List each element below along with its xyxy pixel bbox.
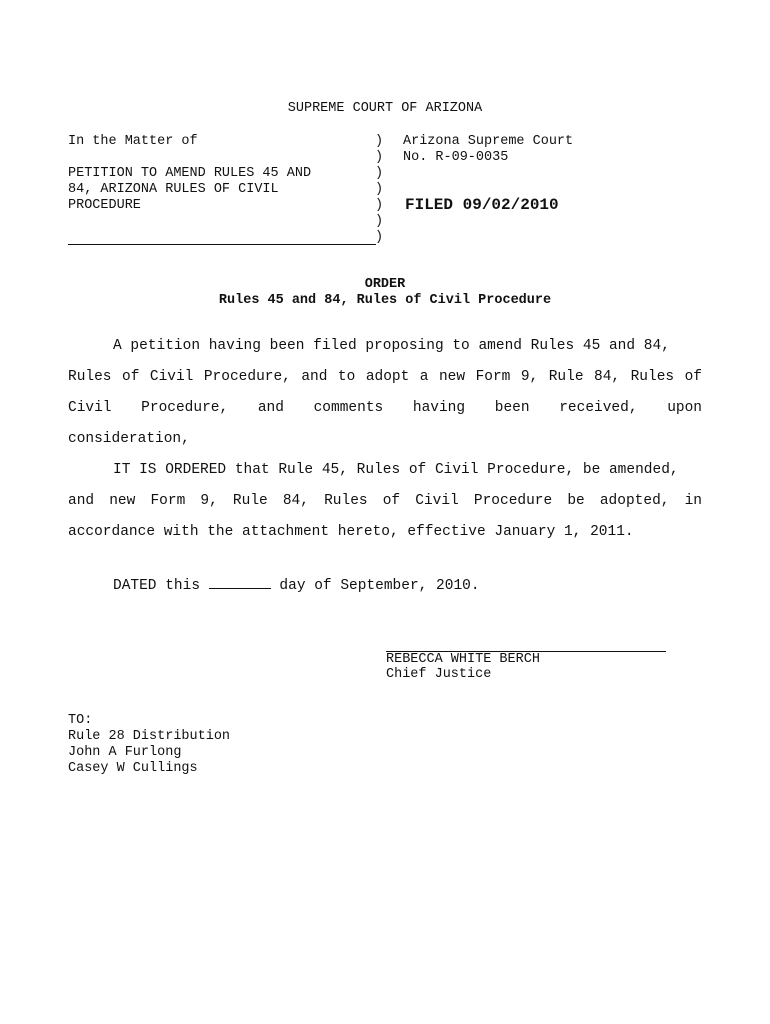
signature-title: Chief Justice xyxy=(386,667,492,682)
order-paragraph-1 xyxy=(68,331,702,455)
paragraph-line: Rules of Civil Procedure, and to adopt a new Form 9, Rule 84, Rules of xyxy=(68,369,702,385)
caption-court-name: Arizona Supreme Court xyxy=(403,134,574,149)
court-title: SUPREME COURT OF ARIZONA xyxy=(287,101,483,116)
paragraph-line: A petition having been filed proposing to amend Rules 45 and 84, xyxy=(113,338,670,354)
distribution-label: TO: xyxy=(68,713,93,728)
caption-matter: In the Matter of xyxy=(68,134,198,149)
dated-line xyxy=(113,574,480,594)
order-heading: ORDER xyxy=(364,277,406,292)
caption-paren: ) xyxy=(375,214,384,229)
caption-paren: ) xyxy=(375,182,384,197)
distribution-recipient: Casey W Cullings xyxy=(68,761,198,776)
paragraph-line: accordance with the attachment hereto, effective January 1, 2011. xyxy=(68,524,634,540)
caption-paren: ) xyxy=(375,150,384,165)
caption-case-number: No. R-09-0035 xyxy=(403,150,509,165)
date-blank xyxy=(209,574,271,589)
caption-paren: ) xyxy=(375,166,384,181)
caption-petition-line-1: PETITION TO AMEND RULES 45 AND xyxy=(68,166,312,181)
distribution-recipient: John A Furlong xyxy=(68,745,182,760)
caption-paren: ) xyxy=(375,198,384,213)
paragraph-line: consideration, xyxy=(68,431,190,447)
caption-paren: ) xyxy=(375,134,384,149)
caption-petition-line-2: 84, ARIZONA RULES OF CIVIL xyxy=(68,182,279,197)
signature-name: REBECCA WHITE BERCH xyxy=(386,652,540,667)
paragraph-line: IT IS ORDERED that Rule 45, Rules of Civil Procedure, be amended, xyxy=(113,462,679,478)
dated-prefix: DATED this xyxy=(113,578,201,594)
filed-stamp: FILED 09/02/2010 xyxy=(405,196,559,214)
distribution-recipient: Rule 28 Distribution xyxy=(68,729,231,744)
dated-suffix: day of September, 2010. xyxy=(279,578,480,594)
order-subheading: Rules 45 and 84, Rules of Civil Procedure xyxy=(218,293,552,308)
caption-paren: ) xyxy=(375,230,384,245)
paragraph-line: and new Form 9, Rule 84, Rules of Civil Procedure be adopted, in xyxy=(68,493,702,509)
caption-petition-line-3: PROCEDURE xyxy=(68,198,141,213)
paragraph-line: Civil Procedure, and comments having been received, upon xyxy=(68,400,702,416)
caption-rule xyxy=(68,244,376,245)
order-paragraph-2 xyxy=(68,455,702,548)
